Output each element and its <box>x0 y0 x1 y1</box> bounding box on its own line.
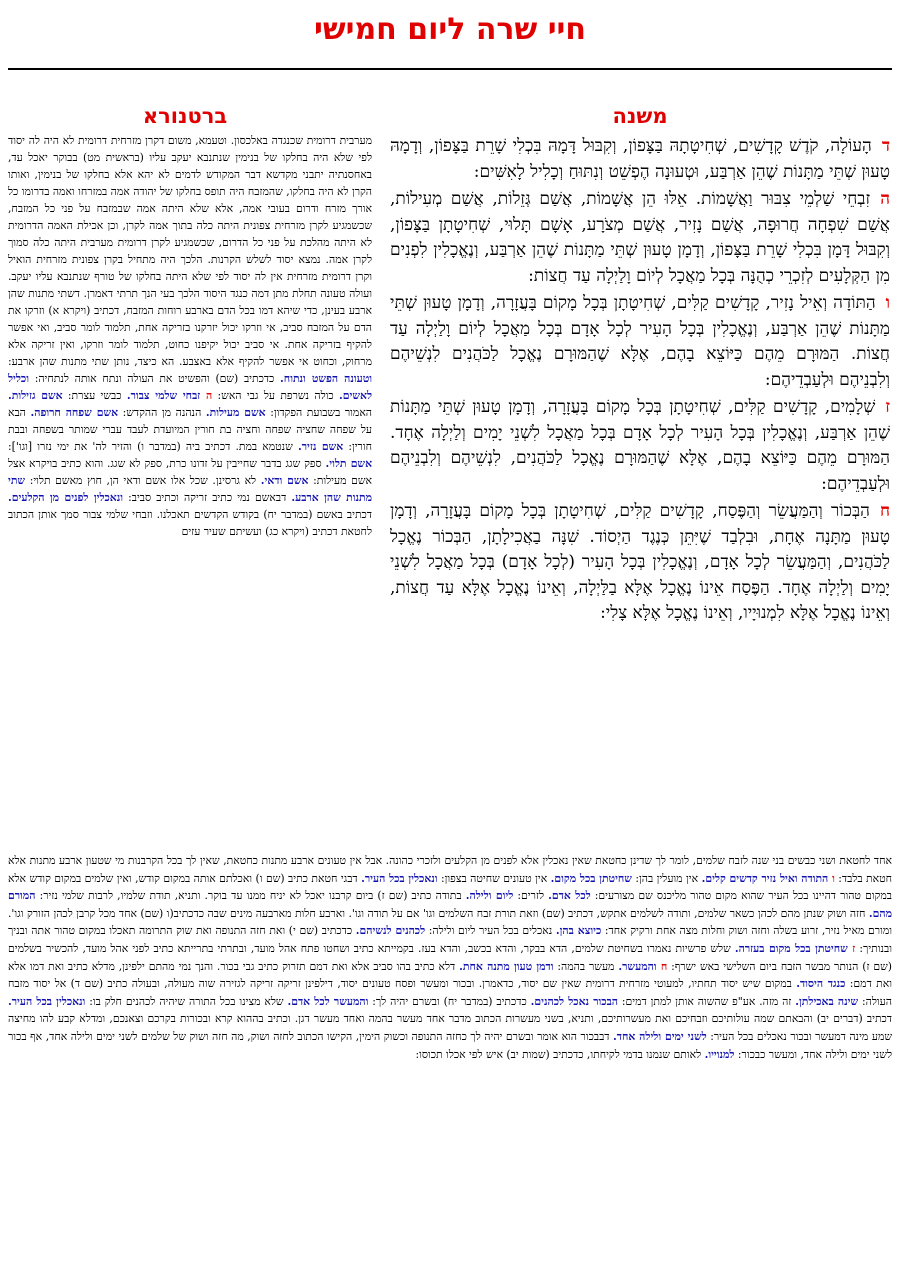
commentary-text: מעשר בהמה: <box>553 959 619 973</box>
commentary-text: אין מועלין בהן: <box>631 871 702 885</box>
dibbur-hamatchil: וטעונה הפשט ונתוח. <box>280 372 372 385</box>
bartenura-column <box>8 132 372 848</box>
dibbur-hamatchil: אשם נזיר. <box>297 440 344 453</box>
commentary-text: ספק שגג בדבר שחייבין על זדונו כרת, ספק לא שגג. והוא כתיב בויקרא אצל אשם מעילות: <box>8 457 372 487</box>
dibbur-hamatchil: ונאכלין בכל העיר. <box>361 871 438 885</box>
commentary-text: בתודה כתיב (שם ז) ביום קרבנו יאכל לא יניח ממנו עד בוקר. ותניא, תודת שלמיו, לרבות שלמי נזיר: <box>35 889 466 903</box>
mishnah-marker: ח <box>660 959 668 973</box>
dibbur-hamatchil: אשם שפחה חרופה. <box>30 406 119 419</box>
commentary-text: כדכתיב (שם) והפשיט את העולה ונתח אותה לנתחיה: <box>28 372 281 385</box>
mishnah-marker: ז <box>852 941 856 955</box>
mishnah-paragraph <box>390 499 890 627</box>
dibbur-hamatchil: לכל אדם. <box>548 889 591 903</box>
dibbur-hamatchil: זבחי שלמי צבור. <box>126 389 206 402</box>
dibbur-hamatchil: אשם גזילות. <box>8 389 63 402</box>
dibbur-hamatchil: ליום ולילה. <box>465 889 514 903</box>
mishnah-paragraph <box>390 187 890 289</box>
commentary-text: דבאשם נמי כתיב זריקה וכתיב סביב: <box>123 491 292 504</box>
mishnah-text: הָעוֹלָה, קֹדֶשׁ קָדָשִׁים, שְׁחִיטָתָהּ בַּצָּפוֹן, וְקִבּוּל דָּמָהּ בִּכְלִי שָׁרֵת בַּצָּפוֹן, וְדָמָהּ טָעוּן שְׁתֵּי מַתָּנוֹת שֶׁהֵן אַרְבַּע, וּטְעוּנָה הֶפְשֵׁט וְנִתּוּחַ וְכָלִיל לָאִשִּׁים: <box>390 136 890 182</box>
commentary-text: חזה ושוק שנתן מהם לכהן כשאר שלמים, ותודה לשלמים אתקש, דכתיב (שם) וזאת תורת זבח השלמים וגו' אם על תודה וגו'. וארבע חלות מארבעה מינים שבה כדכתיב(ו (שם) אחד מכל קרבן לכהן הזורק וגו'. ומורם מאיל נזיר, זרוע בשלה וחזה ושוק וחלות מצה אחת ורקיק אחד: <box>8 906 892 938</box>
mishnah-text: הַתּוֹדָה וְאֵיל נָזִיר, קָדָשִׁים קַלִּים, שְׁחִיטָתָן בְּכָל מָקוֹם בָּעֲזָרָה, וְדָמָן טָעוּן שְׁתֵּי מַתָּנוֹת שֶׁהֵן אַרְבַּע, וְנֶאֱכָלִין בְּכָל הָעִיר לְכָל אָדָם בְּכָל מַאֲכָל לְיוֹם וָלַיְלָה עַד חֲצוֹת. הַמּוּרָם מֵהֶם כַּיּוֹצֵא בָהֶם, אֶלָּא שֶׁהַמּוּרָם נֶאֱכָל לַכֹּהֲנִים לִנְשֵׁיהֶם וְלִבְנֵיהֶם וּלְעַבְדֵיהֶם: <box>390 293 890 390</box>
dibbur-hamatchil: וכליל לאשים. <box>8 372 372 402</box>
mishnah-text: זִבְחֵי שַׁלְמֵי צִבּוּר וַאֲשָׁמוֹת. אֵלּוּ הֵן אֲשָׁמוֹת, אֲשַׁם גְּזֵלוֹת, אֲשַׁם מְעִילוֹת, אֲשַׁם שִׁפְחָה חֲרוּפָה, אֲשַׁם נָזִיר, אֲשַׁם מְצֹרָע, אָשָׁם תָּלוּי, שְׁחִיטָתָן בַּצָּפוֹן, וְקִבּוּל דָּמָן בִּכְלִי שָׁרֵת בַּצָּפוֹן, וְדָמָן טָעוּן שְׁתֵּי מַתָּנוֹת שֶׁהֵן אַרְבַּע, וְנֶאֱכָלִין לִפְנִים מִן הַקְּלָעִים לְזִכְרֵי כְהֻנָּה בְּכָל מַאֲכָל לְיוֹם וָלַיְלָה עַד חֲצוֹת: <box>390 189 890 286</box>
dibbur-hamatchil: הבכור נאכל לכהנים. <box>530 994 619 1008</box>
commentary-continuation <box>8 852 892 1256</box>
commentary-text: מערבית דרומית שכנגדה באלכסון. וטעמא, משום דקרן מזרחית דרומית לא היה לה יסוד לפי שלא היה בחלקו של בנימין שנתנבא יעקב עליו (בראשית מט) בבוקר יאכל עד, באחסנתיה יתבני מקדשא דבר המקודש לדמים לא יהא אלא בחלקו של בנימין, ואותו הקרן לא היה בחלקו, שהמזבח היה תופס בחלקו של יהודה אמה במזרחו ואמה בדרומו כל אורך מזרח ודרום בעובי אמה, אלא שלא היתה אמה שבמזבח על פני כל המזבח, שכשמגיע לקרן מזרחית צפונית היתה כלה בתוך אמה לקרן, וכן אכילת האמה הדרומית לא היתה מהלכת על פני כל הדרום, שכשמגיע לקרן דרומית מערבית היתה כלה סמוך לקרן אמה. נמצא יסוד לשלש הקרנות. הלכך היה מתחיל בקרן צפונית מזרחית הואיל וקרן דרומית מזרחית אין לה יסוד לפי שלא היתה בחלקו של טורף שנתנבא עליו יעקב. ועולה טעונה תחלת מתן דמה כנגד היסוד הלכך בעי הנך תרתי דאמרן. דשתי מתנות שהן ארבע בעינן, כדי שיהא דמו בכל הדם בארבע רוחות המזבח, דכתיב (ויקרא א) וזרקו את הדם על המזבח סביב, אי וזרקו יכול יזרקנו בזריקה אחת, תלמוד לומר סביב, ואי אפשר להקיף בזריקה אחת. אי סביב יכול יקיפנו כחוט, תלמוד לומר וזרקו, ואין זריקה אלא מרחוק, וכחוט אי אפשר להקיף אלא באצבע. הא כיצד, נותן שתי מתנות שהן ארבע: <box>8 134 372 368</box>
title-divider <box>8 68 892 70</box>
mishnah-heading: משנה <box>612 104 668 128</box>
commentary-text: כולה נשרפת על גבי האש: <box>212 389 340 402</box>
commentary-text: דלא כתיב בהו סביב אלא ואת דמם תזרוק כתיב גבי בכור. והנך נמי מהתם ילפינן, מדלא כתיב ואת דמו אלא ואת דמם: <box>8 959 892 991</box>
commentary-text: שלש פרשיות נאמרו בשחיטת שלמים, הדא בבקר, והדא בכשב, והדא בעז. בקמייתא כתיב ושחטו פתח אהל מועד, ובתרתי בתרייתא כתיב לפני אהל מועד, להכשיר בשלמים (שם ז) הנותר מבשר הזבח ביום השלישי באש ישרף: <box>8 941 892 973</box>
dibbur-hamatchil: ודמן טעון מתנה אחת. <box>459 959 554 973</box>
commentary-text: דבגי חטאת כתיב (שם ו) ואכלתם אותה במקום קודש, ואין שלמים במקום קודש אלא במקום טהור דהיינו בכל העיר שהוא מקום טהור מליכנס שם מצורעים: <box>8 871 892 903</box>
dibbur-hamatchil: והמעשר לכל אדם. <box>287 994 369 1008</box>
mishnah-number: ז <box>885 397 890 417</box>
commentary-text: הבא על שפחה שחציה שפחה וחציה בת חורין המיועדת לעבד עברי שמותר בשפחה ובבת חורין: <box>8 406 372 453</box>
dibbur-hamatchil: שינה באכילתן. <box>795 994 859 1008</box>
mishnah-number: ה <box>880 189 890 209</box>
dibbur-hamatchil: אשם ודאי. <box>260 474 309 487</box>
mishnah-paragraph <box>390 134 890 185</box>
commentary-text: דכתיב (דברים יב) והבאתם שמה עולותיכם וזבחיכם ואת מעשרותיכם, ותניא, בשני מעשרות הכתוב מדבר אחד מעשר בהמה ואחד מעשר דגן. וכתיב בההוא קרא ובכורות בקרכם וצאנכם, ומדלא קבע להו מחיצה שמע מינה דמעשר ובכור נאכלים בכל העיר: <box>8 1012 892 1043</box>
commentary-text: כדכתיב (במדבר יח) ובשרם יהיה לך: <box>368 994 531 1008</box>
dibbur-hamatchil: והמעשר. <box>618 959 661 973</box>
commentary-text: האמור בשבועת הפקדון: <box>265 406 372 419</box>
mishnah-paragraph <box>390 395 890 497</box>
commentary-text: דכתיב באשם (במדבר יח) בקודש הקדשים תאכלנו. וזבחי שלמי צבור סמך אותן הכתוב לחטאת דכתיב (ויקרא כג) ועשיתם שעיר עזים <box>8 508 372 538</box>
dibbur-hamatchil: שחיטתן בכל מקום בעזרה. <box>734 941 853 955</box>
mishnah-number: ד <box>881 136 890 156</box>
dibbur-hamatchil: לכהנים לנשיהם. <box>355 924 426 938</box>
dibbur-hamatchil: כנגד היסוד. <box>796 977 846 991</box>
commentary-text: כדכתיב (שם י) ואת חזה התנופה ואת שוק התרומה תאכלו במקום טהור אתה ובניך ובנותיך: <box>8 924 892 955</box>
commentary-text: אין טעונים שחיטה בצפון: <box>437 871 551 885</box>
commentary-text: לאותם שנמנו בדמי לקיחתו, כדכתיב (שמות יב) איש לפי אכלו תכוסו: <box>415 1047 705 1061</box>
dibbur-hamatchil: אשם מעילות. <box>205 406 266 419</box>
mishnah-number: ח <box>879 501 890 521</box>
mishnah-number: ו <box>885 293 890 313</box>
commentary-text: דבבכור הוא אומר ובשרם יהיה לך כחזה התנופה וכשוק הימין, הקישו הכתוב לחזה ושוק, מה חזה ושוק של שלמים לשני ימים ולילה אחד, אף בכור לשני ימים ולילה אחד, ומעשר כבכור: <box>8 1029 892 1061</box>
dibbur-hamatchil: לשני ימים ולילה אחד. <box>613 1029 707 1043</box>
dibbur-hamatchil: כיוצא בהן. <box>555 924 602 938</box>
dibbur-hamatchil: המורם מהם. <box>8 889 892 920</box>
commentary-text: שלא מצינו בכל התורה שיהיה לכהנים חלק בו: <box>85 994 288 1008</box>
mishnah-paragraph <box>390 291 890 393</box>
mishnah-column <box>390 134 890 848</box>
bartenura-heading: ברטנורא <box>142 104 228 128</box>
dibbur-hamatchil: התודה ואיל נזיר קדשים קלים. <box>701 871 833 885</box>
commentary-text: נאכלים בכל העיר ליום ולילה: <box>425 924 556 938</box>
commentary-text: במקום שיש יסוד תחתיו, למעוטי מזרחית דרומית שאין שם יסוד, כדאמרן. ובכור ומעשר ופסח טעונים יסוד, דילפינן זריקה זריקה לגזירה שוה מעולה, ובעולה כתיב (שם ד) אל יסוד מזבח העולה: <box>8 977 892 1008</box>
dibbur-hamatchil: שתי מתנות שהן ארבע. <box>8 474 372 504</box>
dibbur-hamatchil: ונאכלין לפנים מן הקלעים. <box>8 491 124 504</box>
commentary-text: הנהנה מן ההקדש: <box>118 406 206 419</box>
dibbur-hamatchil: למנוייו. <box>704 1047 735 1061</box>
mishnah-text: הַבְּכוֹר וְהַמַּעֲשֵׂר וְהַפֶּסַח, קָדָשִׁים קַלִּים, שְׁחִיטָתָן בְּכָל מָקוֹם בָּעֲזָרָה, וְדָמָן טָעוּן מַתָּנָה אֶחָת, וּבִלְבַד שֶׁיִּתֵּן כְּנֶגֶד הַיְסוֹד. שִׁנָּה בַאֲכִילָתָן, הַבְּכוֹר נֶאֱכָל לַכֹּהֲנִים, וְהַמַּעֲשֵׂר לְכָל אָדָם, וְנֶאֱכָלִין בְּכָל הָעִיר (לְכָל אָדָם) בְּכָל מַאֲכָל לִשְׁנֵי יָמִים וְלַיְלָה אֶחָד. הַפֶּסַח אֵינוֹ נֶאֱכָל אֶלָּא בַלַּיְלָה, וְאֵינוֹ נֶאֱכָל אֶלָּא עַד חֲצוֹת, וְאֵינוֹ נֶאֱכָל אֶלָּא לִמְנוּיָיו, וְאֵינוֹ נֶאֱכָל אֶלָּא צָלִי: <box>390 501 890 623</box>
page-title: חיי שרה ליום חמישי <box>314 12 586 47</box>
commentary-text: זה מזה. אע"פ שהשוה אותן למתן דמים: <box>618 994 796 1008</box>
commentary-text: אחד לחטאת ושני כבשים בני שנה לזבח שלמים, לומר לך שדינן כחטאת שאין נאכלין אלא לפנים מן הקלעים ולזכרי כהונה. אבל אין טעונים ארבע מתנות כחטאת, שאין לך בכל הקרבנות מי שטעון ארבע מתנות אלא חטאת בלבד: <box>8 854 892 885</box>
dibbur-hamatchil: אשם תלוי. <box>325 457 372 470</box>
mishnah-text: שְׁלָמִים, קָדָשִׁים קַלִּים, שְׁחִיטָתָן בְּכָל מָקוֹם בָּעֲזָרָה, וְדָמָן טָעוּן שְׁתֵּי מַתָּנוֹת שֶׁהֵן אַרְבַּע, וְנֶאֱכָלִין בְּכָל הָעִיר לְכָל אָדָם בְּכָל מַאֲכָל לִשְׁנֵי יָמִים וְלַיְלָה אֶחָד. הַמּוּרָם מֵהֶם כַּיּוֹצֵא בָהֶם, אֶלָּא שֶׁהַמּוּרָם נֶאֱכָל לַכֹּהֲנִים, לִנְשֵׁיהֶם וְלִבְנֵיהֶם וּלְעַבְדֵיהֶם: <box>390 397 890 494</box>
dibbur-hamatchil: ונאכלין בכל העיר. <box>8 994 86 1008</box>
mishnah-marker: ו <box>832 871 835 885</box>
mishnah-marker: ה <box>205 389 213 402</box>
dibbur-hamatchil: שחיטתן בכל מקום. <box>550 871 632 885</box>
commentary-text: לא גרסינן. שכל אלו אשם ודאי הן, חוץ מאשם תלוי: <box>25 474 261 487</box>
commentary-text: לזרים: <box>513 889 549 903</box>
commentary-text: שנטמא במת. דכתיב ביה (במדבר ו) והזיר לה' את ימי נזרו [וגו']: <box>8 440 298 453</box>
commentary-text: כבשי עצרת: <box>62 389 127 402</box>
